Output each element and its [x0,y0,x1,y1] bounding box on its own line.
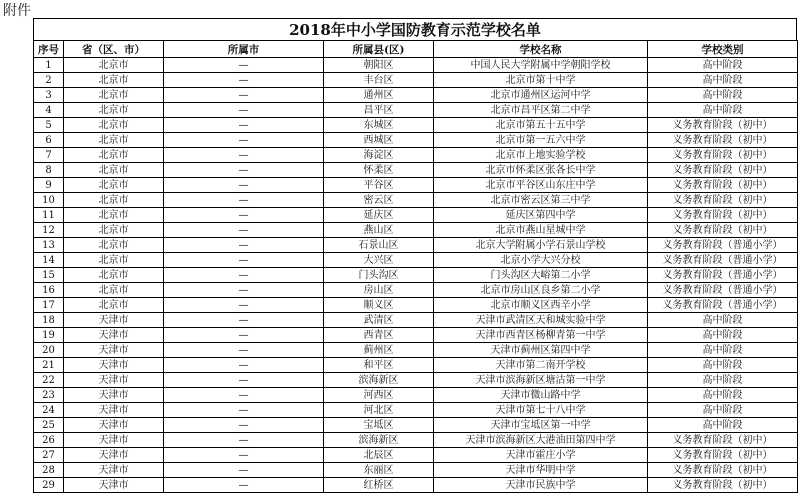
cell-index: 8 [34,163,64,178]
cell-province: 天津市 [64,433,164,448]
cell-index: 1 [34,58,64,73]
cell-city: — [164,298,324,313]
header-county: 所属县(区) [324,41,434,58]
cell-county: 平谷区 [324,178,434,193]
cell-school-type: 高中阶段 [648,358,798,373]
cell-school-name: 天津市滨海新区塘沽第一中学 [434,373,648,388]
header-city: 所属市 [164,41,324,58]
table-header-row [34,41,798,58]
cell-province: 北京市 [64,118,164,133]
cell-province: 北京市 [64,223,164,238]
table-row [34,223,798,238]
cell-index: 19 [34,328,64,343]
table-row [34,73,798,88]
table-row [34,478,798,493]
table-row [34,193,798,208]
cell-school-type: 义务教育阶段（初中） [648,208,798,223]
cell-province: 天津市 [64,388,164,403]
table-row [34,88,798,103]
cell-index: 7 [34,148,64,163]
cell-school-name: 北京市昌平区第二中学 [434,103,648,118]
cell-school-type: 义务教育阶段（普通小学） [648,298,798,313]
cell-province: 北京市 [64,148,164,163]
cell-county: 丰台区 [324,73,434,88]
cell-index: 5 [34,118,64,133]
cell-province: 天津市 [64,358,164,373]
school-table [33,40,798,493]
cell-school-name: 北京市平谷区山东庄中学 [434,178,648,193]
cell-county: 大兴区 [324,253,434,268]
cell-school-name: 天津市民族中学 [434,478,648,493]
cell-city: — [164,148,324,163]
cell-school-type: 义务教育阶段（初中） [648,463,798,478]
cell-county: 滨海新区 [324,433,434,448]
cell-province: 天津市 [64,343,164,358]
cell-index: 9 [34,178,64,193]
cell-school-name: 天津市武清区天和城实验中学 [434,313,648,328]
cell-school-type: 义务教育阶段（普通小学） [648,283,798,298]
cell-school-name: 中国人民大学附属中学朝阳学校 [434,58,648,73]
cell-city: — [164,118,324,133]
cell-index: 27 [34,448,64,463]
cell-county: 朝阳区 [324,58,434,73]
cell-index: 3 [34,88,64,103]
table-row [34,178,798,193]
cell-index: 4 [34,103,64,118]
cell-school-name: 北京小学大兴分校 [434,253,648,268]
cell-county: 顺义区 [324,298,434,313]
cell-county: 房山区 [324,283,434,298]
header-school-name: 学校名称 [434,41,648,58]
cell-index: 24 [34,403,64,418]
cell-county: 东城区 [324,118,434,133]
cell-school-type: 高中阶段 [648,328,798,343]
cell-school-name: 北京市第十中学 [434,73,648,88]
table-row [34,403,798,418]
cell-city: — [164,268,324,283]
cell-city: — [164,73,324,88]
cell-school-name: 天津市霍庄小学 [434,448,648,463]
cell-school-type: 义务教育阶段（普通小学） [648,253,798,268]
cell-school-type: 义务教育阶段（初中） [648,133,798,148]
cell-index: 15 [34,268,64,283]
cell-school-name: 北京市怀柔区张各长中学 [434,163,648,178]
cell-school-name: 北京市燕山星城中学 [434,223,648,238]
cell-school-type: 义务教育阶段（初中） [648,163,798,178]
table-row [34,298,798,313]
header-index: 序号 [34,41,64,58]
cell-index: 2 [34,73,64,88]
table-row [34,253,798,268]
cell-province: 北京市 [64,268,164,283]
cell-county: 燕山区 [324,223,434,238]
cell-province: 北京市 [64,238,164,253]
cell-school-name: 门头沟区大峪第二小学 [434,268,648,283]
table-row [34,268,798,283]
cell-province: 北京市 [64,283,164,298]
cell-county: 和平区 [324,358,434,373]
cell-city: — [164,328,324,343]
cell-city: — [164,208,324,223]
cell-index: 16 [34,283,64,298]
cell-city: — [164,88,324,103]
table-row [34,58,798,73]
cell-school-type: 义务教育阶段（初中） [648,478,798,493]
table-row [34,118,798,133]
cell-school-name: 北京大学附属小学石景山学校 [434,238,648,253]
table-row [34,448,798,463]
table-row [34,343,798,358]
cell-province: 天津市 [64,328,164,343]
table-row [34,133,798,148]
cell-city: — [164,463,324,478]
cell-index: 21 [34,358,64,373]
cell-school-name: 北京市顺义区西辛小学 [434,298,648,313]
cell-county: 滨海新区 [324,373,434,388]
cell-province: 天津市 [64,403,164,418]
cell-province: 天津市 [64,313,164,328]
cell-city: — [164,358,324,373]
cell-school-name: 天津市第二南开学校 [434,358,648,373]
cell-county: 红桥区 [324,478,434,493]
cell-school-name: 北京市房山区良乡第二小学 [434,283,648,298]
cell-school-name: 北京市第一五六中学 [434,133,648,148]
cell-county: 西青区 [324,328,434,343]
cell-index: 14 [34,253,64,268]
cell-school-type: 义务教育阶段（初中） [648,448,798,463]
cell-province: 北京市 [64,208,164,223]
cell-index: 28 [34,463,64,478]
cell-city: — [164,433,324,448]
cell-city: — [164,403,324,418]
cell-school-type: 高中阶段 [648,58,798,73]
cell-province: 北京市 [64,58,164,73]
table-row [34,433,798,448]
cell-city: — [164,418,324,433]
cell-province: 北京市 [64,193,164,208]
cell-index: 13 [34,238,64,253]
cell-index: 22 [34,373,64,388]
cell-school-name: 天津市第七十八中学 [434,403,648,418]
cell-school-type: 义务教育阶段（初中） [648,178,798,193]
cell-county: 通州区 [324,88,434,103]
table-row [34,463,798,478]
cell-county: 宝坻区 [324,418,434,433]
cell-index: 29 [34,478,64,493]
cell-school-type: 高中阶段 [648,88,798,103]
cell-city: — [164,58,324,73]
cell-city: — [164,133,324,148]
table-row [34,328,798,343]
cell-index: 25 [34,418,64,433]
cell-county: 东丽区 [324,463,434,478]
cell-city: — [164,103,324,118]
cell-school-type: 义务教育阶段（初中） [648,193,798,208]
cell-province: 北京市 [64,253,164,268]
cell-school-type: 义务教育阶段（初中） [648,433,798,448]
cell-city: — [164,253,324,268]
cell-index: 12 [34,223,64,238]
cell-province: 天津市 [64,373,164,388]
cell-province: 天津市 [64,448,164,463]
cell-school-name: 北京市第五十五中学 [434,118,648,133]
cell-school-type: 义务教育阶段（初中） [648,118,798,133]
cell-county: 河西区 [324,388,434,403]
cell-school-type: 义务教育阶段（初中） [648,223,798,238]
cell-city: — [164,283,324,298]
cell-province: 北京市 [64,178,164,193]
cell-county: 石景山区 [324,238,434,253]
cell-school-name: 天津市西青区杨柳青第一中学 [434,328,648,343]
cell-school-type: 高中阶段 [648,403,798,418]
cell-province: 北京市 [64,88,164,103]
table-row [34,238,798,253]
table-body [34,58,798,493]
cell-city: — [164,313,324,328]
table-row [34,148,798,163]
cell-school-type: 高中阶段 [648,103,798,118]
cell-province: 北京市 [64,133,164,148]
cell-county: 密云区 [324,193,434,208]
cell-city: — [164,193,324,208]
cell-school-name: 北京市通州区运河中学 [434,88,648,103]
cell-school-type: 高中阶段 [648,418,798,433]
cell-school-name: 天津市滨海新区大港油田第四中学 [434,433,648,448]
cell-school-name: 天津市蓟州区第四中学 [434,343,648,358]
cell-city: — [164,373,324,388]
cell-province: 北京市 [64,298,164,313]
cell-index: 17 [34,298,64,313]
cell-school-type: 义务教育阶段（普通小学） [648,238,798,253]
cell-index: 11 [34,208,64,223]
cell-index: 10 [34,193,64,208]
cell-county: 西城区 [324,133,434,148]
table-row [34,103,798,118]
cell-city: — [164,448,324,463]
cell-school-name: 延庆区第四中学 [434,208,648,223]
cell-county: 河北区 [324,403,434,418]
cell-province: 天津市 [64,478,164,493]
table-row [34,208,798,223]
cell-county: 海淀区 [324,148,434,163]
table-row [34,358,798,373]
header-province: 省（区、市） [64,41,164,58]
cell-province: 北京市 [64,103,164,118]
cell-school-name: 北京市密云区第三中学 [434,193,648,208]
header-school-type: 学校类别 [648,41,798,58]
cell-county: 怀柔区 [324,163,434,178]
cell-index: 23 [34,388,64,403]
cell-index: 18 [34,313,64,328]
cell-index: 6 [34,133,64,148]
cell-school-name: 北京市上地实验学校 [434,148,648,163]
cell-county: 北辰区 [324,448,434,463]
cell-county: 蓟州区 [324,343,434,358]
school-list-sheet [33,18,797,493]
cell-school-name: 天津市宝坻区第一中学 [434,418,648,433]
table-row [34,388,798,403]
cell-province: 北京市 [64,73,164,88]
cell-county: 武清区 [324,313,434,328]
cell-school-type: 高中阶段 [648,73,798,88]
cell-school-name: 天津市华明中学 [434,463,648,478]
cell-index: 20 [34,343,64,358]
cell-school-type: 义务教育阶段（初中） [648,148,798,163]
cell-county: 门头沟区 [324,268,434,283]
cell-school-type: 高中阶段 [648,313,798,328]
cell-city: — [164,223,324,238]
page-title: 2018年中小学国防教育示范学校名单 [33,18,797,40]
cell-city: — [164,178,324,193]
table-row [34,283,798,298]
cell-school-type: 义务教育阶段（普通小学） [648,268,798,283]
cell-city: — [164,343,324,358]
cell-county: 昌平区 [324,103,434,118]
cell-city: — [164,163,324,178]
cell-city: — [164,388,324,403]
cell-province: 天津市 [64,463,164,478]
cell-city: — [164,478,324,493]
cell-city: — [164,238,324,253]
table-row [34,313,798,328]
cell-province: 天津市 [64,418,164,433]
attachment-label: 附件 [3,3,31,19]
cell-school-type: 高中阶段 [648,343,798,358]
table-row [34,163,798,178]
cell-province: 北京市 [64,163,164,178]
cell-index: 26 [34,433,64,448]
cell-school-type: 高中阶段 [648,373,798,388]
table-row [34,373,798,388]
cell-county: 延庆区 [324,208,434,223]
cell-school-name: 天津市微山路中学 [434,388,648,403]
cell-school-type: 高中阶段 [648,388,798,403]
table-row [34,418,798,433]
